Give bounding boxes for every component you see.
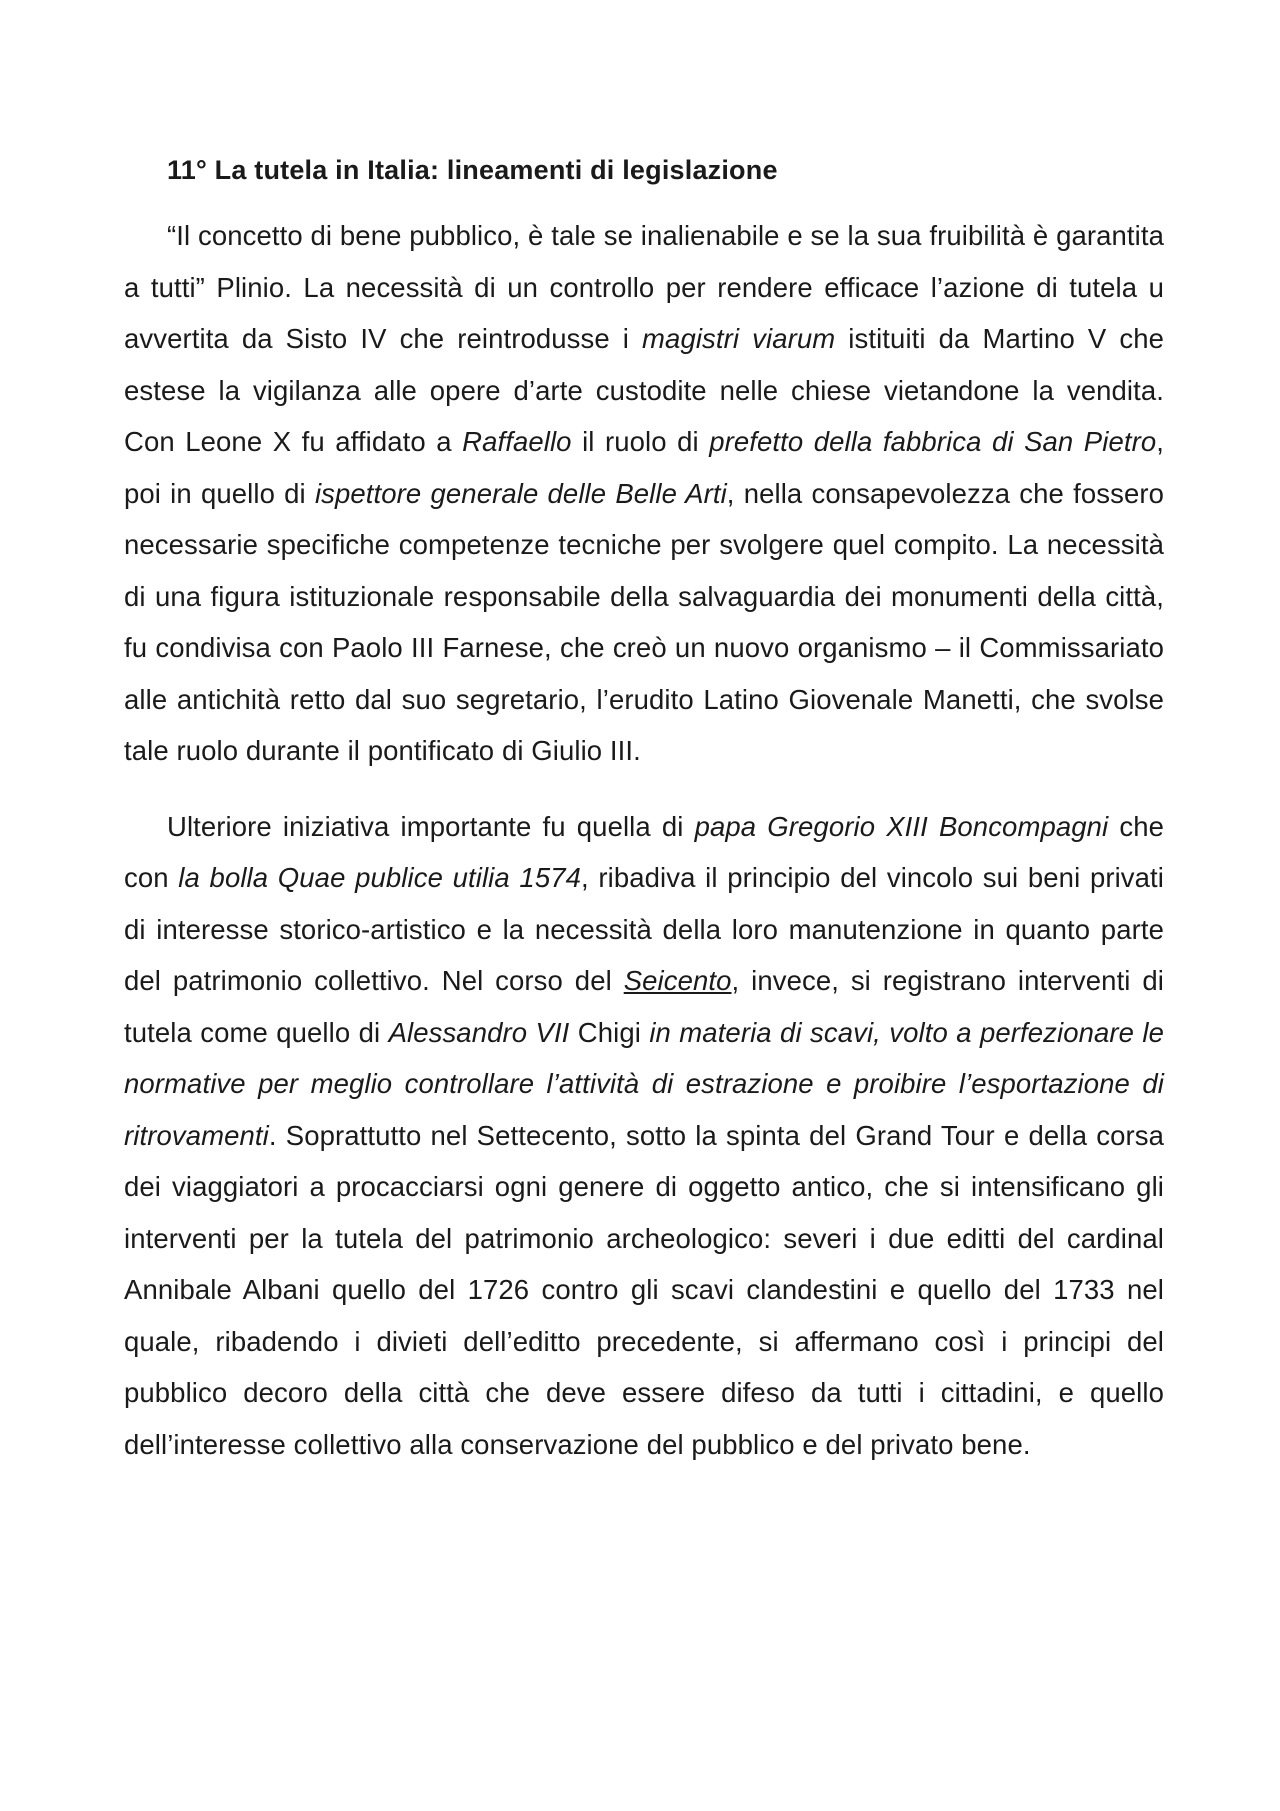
text-run: Alessandro VII: [388, 1016, 570, 1048]
text-run: in materia di scavi, volto a perfezionare le normative per meglio controllare l’attività di estrazione e proibire l’esportazione di ritrovamenti: [124, 1016, 1164, 1151]
text-run: Chigi: [569, 1016, 650, 1048]
text-run: , invece, si registrano interventi di tutela come quello di: [124, 965, 1164, 1048]
text-run: , poi in quello di: [124, 426, 1164, 509]
text-run: , nella consapevolezza che fossero necessarie specifiche competenze tecniche per svolgere quel compito. La necessità di una figura istituzionale responsabile della salvaguardia dei monumenti della città, fu condivisa con Paolo III Farnese, che creò un nuovo organismo – il Commissariato alle antichità retto dal suo segretario, l’erudito Latino Giovenale Manetti, che svolse tale ruolo durante il pontificato di Giulio III.: [124, 477, 1164, 766]
text-run: Seicento: [623, 965, 732, 996]
paragraph-1: [124, 210, 1164, 777]
text-run: “Il concetto di bene pubblico, è tale se inalienabile e se la sua fruibilità è garantita a tutti” Plinio. La necessità di un controllo per rendere efficace l’azione di tutela u avvertita da Sisto IV che reintrodusse i: [124, 220, 1164, 354]
text-run: la bolla Quae publice utilia 1574: [178, 862, 582, 893]
text-run: istituiti da Martino V che estese la vigilanza alle opere d’arte custodite nelle chiese vietandone la vendita. Con Leone X fu affidato a: [124, 323, 1164, 457]
text-run: che con: [124, 810, 1164, 893]
text-run: papa Gregorio XIII Boncompagni: [694, 810, 1109, 842]
document-page: [124, 150, 1164, 1494]
text-run: , ribadiva il principio del vincolo sui beni privati di interesse storico-artistico e la necessità della loro manutenzione in quanto parte del patrimonio collettivo. Nel corso del: [124, 862, 1164, 996]
paragraph-2: [124, 801, 1164, 1471]
document-title: 11° La tutela in Italia: lineamenti di legislazione: [167, 155, 778, 185]
text-run: . Soprattutto nel Settecento, sotto la spinta del Grand Tour e della corsa dei viaggiatori a procacciarsi ogni genere di oggetto antico, che si intensificano gli interventi per la tutela del patrimonio archeologico: severi i due editti del cardinal Annibale Albani quello del 1726 contro gli scavi clandestini e quello del 1733 nel quale, ribadendo i divieti dell’editto precedente, si affermano così i principi del pubblico decoro della città che deve essere difeso da tutti i cittadini, e quello dell’interesse collettivo alla conservazione del pubblico e del privato bene.: [124, 1119, 1164, 1460]
text-run: ispettore generale delle Belle Arti: [314, 477, 727, 509]
text-run: magistri viarum: [642, 323, 836, 354]
text-run: il ruolo di: [571, 426, 710, 457]
text-run: Raffaello: [462, 426, 572, 457]
text-run: Ulteriore iniziativa importante fu quella di: [167, 810, 695, 842]
text-run: prefetto della fabbrica di San Pietro: [709, 426, 1157, 457]
